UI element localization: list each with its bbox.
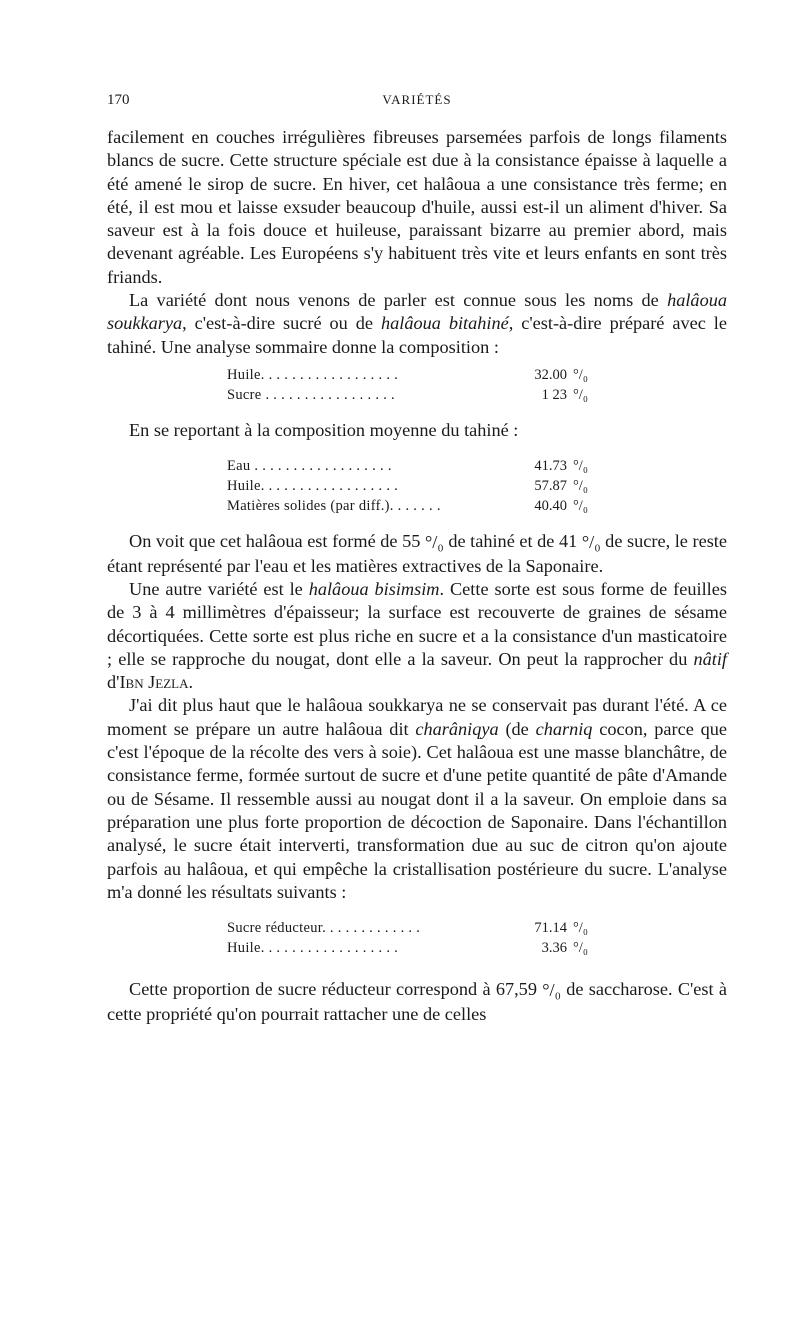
term-halaoua-bisimsim: halâoua bisimsim xyxy=(308,579,440,599)
table-row xyxy=(227,938,613,958)
composition-table-1 xyxy=(227,365,613,405)
percent-sign: °/₀ xyxy=(542,980,562,1001)
row-label: Sucre réducteur. . . . . . . . . . . . . xyxy=(227,920,421,937)
author-name: Ibn Jezla xyxy=(119,672,189,693)
table-row xyxy=(227,496,613,516)
table-row xyxy=(227,365,613,385)
row-value: 3.36 xyxy=(541,940,567,957)
row-label: Huile. . . . . . . . . . . . . . . . . . xyxy=(227,366,399,383)
paragraph-2: La variété dont nous venons de parler est connue sous les noms de halâoua soukkarya, c'est-à-dire sucré ou de halâoua bitahiné, c'est-à-dire préparé avec le tahiné. Une analyse sommaire donne la composition : xyxy=(107,290,727,357)
body-text xyxy=(107,126,727,1026)
table-row xyxy=(227,918,613,938)
row-value: 41.73 xyxy=(534,458,567,475)
row-unit: °/₀ xyxy=(573,366,588,383)
term-natif: nâtif xyxy=(693,648,727,669)
page xyxy=(107,92,727,1026)
row-value: 57.87 xyxy=(534,478,567,495)
row-value: 1 23 xyxy=(541,386,567,403)
row-label: Huile. . . . . . . . . . . . . . . . . . xyxy=(227,940,399,957)
row-value: 40.40 xyxy=(534,498,567,515)
paragraph-6: J'ai dit plus haut que le halâoua soukkarya ne se conservait pas durant l'été. A ce moment se prépare un autre halâoua dit charâniqya (de charniq cocon, parce que c'est l'époque de la récolte des vers à soie). Cet halâoua est une masse blanchâtre, de consistance ferme, formée surtout de sucre et d'une petite quantité de pâte d'Amande ou de Sésame. Il ressemble aussi au nougat dont il a la saveur. On emploie dans sa préparation une plus forte proportion de décoction de Saponaire. Dans l'échantillon analysé, le sucre était interverti, transformation due au suc de citron qu'on ajoute parfois au halâoua, et qui empêche la cristallisation postérieure du sucre. L'analyse m'a donné les résultats suivants : xyxy=(107,695,727,902)
page-header xyxy=(107,92,727,114)
table-row xyxy=(227,385,613,405)
running-title: VARIÉTÉS xyxy=(382,92,452,107)
row-label: Eau . . . . . . . . . . . . . . . . . . xyxy=(227,458,392,475)
term-charniq: charniq xyxy=(535,718,593,739)
row-unit: °/₀ xyxy=(573,386,588,403)
row-unit: °/₀ xyxy=(573,920,588,937)
row-value: 71.14 xyxy=(534,920,567,937)
term-charaniqya: charâniqya xyxy=(415,718,499,739)
composition-table-3 xyxy=(227,918,613,958)
row-unit: °/₀ xyxy=(573,478,588,495)
paragraph-3: En se reportant à la composition moyenne du tahiné : xyxy=(129,419,519,440)
term-halaoua-bitahine: halâoua bitahiné xyxy=(380,313,509,334)
table-row xyxy=(227,476,613,496)
paragraph-5: Une autre variété est le halâoua bisimsim. Cette sorte est sous forme de feuilles de 3 à 4 millimètres d'épaisseur; la surface est recouverte de graines de sésame décortiquées. Cette sorte est plus riche en sucre et a la consistance d'un masticatoire ; elle se rapproche du nougat, dont elle a la saveur. On peut la rapprocher du nâtif d'Ibn Jezla. xyxy=(107,579,727,693)
row-unit: °/₀ xyxy=(573,940,588,957)
row-value: 32.00 xyxy=(534,366,567,383)
page-number: 170 xyxy=(107,92,130,108)
row-unit: °/₀ xyxy=(573,498,588,515)
percent-sign: °/₀ xyxy=(581,532,601,553)
paragraph-4: On voit que cet halâoua est formé de 55 °/₀ de tahiné et de 41 °/₀ de sucre, le reste étant représenté par l'eau et les matières extractives de la Saponaire. xyxy=(107,531,727,576)
table-row xyxy=(227,456,613,476)
row-label: Huile. . . . . . . . . . . . . . . . . . xyxy=(227,478,399,495)
percent-sign: °/₀ xyxy=(424,532,444,553)
composition-table-2 xyxy=(227,456,613,516)
row-unit: °/₀ xyxy=(573,458,588,475)
row-label: Matières solides (par diff.). . . . . . . xyxy=(227,498,441,515)
paragraph-1: facilement en couches irrégulières fibreuses parsemées parfois de longs filaments blancs de sucre. Cette structure spéciale est due à la consistance épaisse à laquelle a été amené le sirop de sucre. En hiver, cet halâoua a une consistance très ferme; en été, il est mou et laisse exsuder beaucoup d'huile, aussi est-il un aliment d'hiver. Sa saveur est à la fois douce et huileuse, paraissant bizarre au premier abord, mais devenant agréable. Les Européens s'y habituent très vite et leurs enfants en sont très friands. xyxy=(107,127,727,287)
row-label: Sucre . . . . . . . . . . . . . . . . . xyxy=(227,386,395,403)
paragraph-7: Cette proportion de sucre réducteur correspond à 67,59 °/₀ de saccharose. C'est à cette propriété qu'on pourrait rattacher une de celles xyxy=(107,979,728,1024)
term-halaoua-soukkarya: halâoua soukkarya xyxy=(107,290,727,334)
